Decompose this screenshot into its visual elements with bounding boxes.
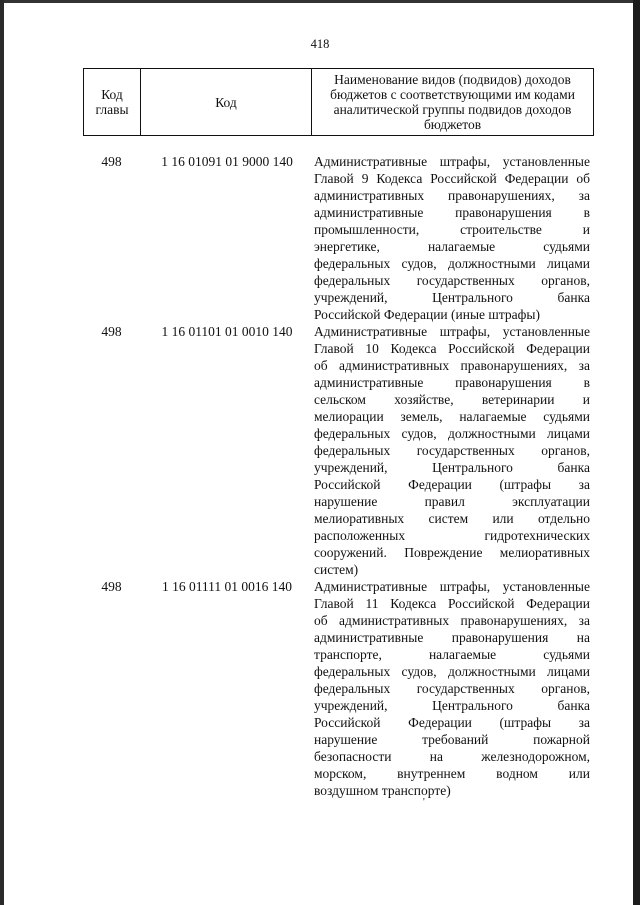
description-line: Административные штрафы, установленные <box>314 579 590 594</box>
row-income-code: 1 16 01091 01 9000 140 <box>161 154 293 169</box>
description-line: сельском хозяйстве, ветеринарии и <box>314 392 590 407</box>
header-kod: Код <box>141 69 312 136</box>
page-edge-right <box>633 0 640 905</box>
page-edge-left <box>0 0 4 905</box>
description-line: административные правонарушения в <box>314 205 590 220</box>
description-line: морском, внутреннем водном или <box>314 766 590 781</box>
description-line: нарушение правил эксплуатации <box>314 494 590 509</box>
description-line: федеральных государственных органов, <box>314 273 590 288</box>
description-line: нарушение требований пожарной <box>314 732 590 747</box>
description-line: мелиорации земель, налагаемые судьями <box>314 409 590 424</box>
description-line: учреждений, Центрального банка <box>314 460 590 475</box>
description-line: мелиоративных систем или отдельно <box>314 511 590 526</box>
row-chapter-code: 498 <box>101 324 122 339</box>
description-line: административные правонарушения в <box>314 375 590 390</box>
row-income-description <box>314 578 590 799</box>
description-line: сооружений. Повреждение мелиоративных <box>314 545 590 560</box>
row-chapter-code: 498 <box>101 154 122 169</box>
description-line: учреждений, Центрального банка <box>314 290 590 305</box>
description-line: воздушном транспорте) <box>314 783 451 798</box>
row-income-code: 1 16 01111 01 0016 140 <box>161 579 293 594</box>
description-line: федеральных судов, должностными лицами <box>314 256 590 271</box>
description-line: федеральных государственных органов, <box>314 443 590 458</box>
header-code-glavy: Код главы <box>84 69 141 136</box>
description-line: расположенных гидротехнических <box>314 528 590 543</box>
page-number: 418 <box>310 37 330 51</box>
description-line: Главой 10 Кодекса Российской Федерации <box>314 341 590 356</box>
description-line: об административных правонарушениях, за <box>314 613 590 628</box>
description-line: Административные штрафы, установленные <box>314 324 590 339</box>
description-line: Российской Федерации (штрафы за <box>314 477 590 492</box>
table-row <box>83 153 593 323</box>
table-body <box>83 153 593 799</box>
description-line: Главой 11 Кодекса Российской Федерации <box>314 596 590 611</box>
header-naimenovanie: Наименование видов (подвидов) доходов бюджетов с соответствующими им кодами аналитической группы подвидов доходов бюджетов <box>312 69 594 136</box>
description-line: Административные штрафы, установленные <box>314 154 590 169</box>
row-income-description <box>314 153 590 323</box>
description-line: об административных правонарушениях, за <box>314 358 590 373</box>
description-line: федеральных судов, должностными лицами <box>314 664 590 679</box>
description-line: транспорте, налагаемые судьями <box>314 647 590 662</box>
description-line: федеральных государственных органов, <box>314 681 590 696</box>
description-line: промышленности, строительстве и <box>314 222 590 237</box>
table-row <box>83 578 593 799</box>
description-line: Российской Федерации (штрафы за <box>314 715 590 730</box>
description-line: безопасности на железнодорожном, <box>314 749 590 764</box>
table-header <box>83 68 594 136</box>
description-line: Российской Федерации (иные штрафы) <box>314 307 540 322</box>
row-income-code: 1 16 01101 01 0010 140 <box>161 324 293 339</box>
description-line: учреждений, Центрального банка <box>314 698 590 713</box>
description-line: энергетике, налагаемые судьями <box>314 239 590 254</box>
description-line: Главой 9 Кодекса Российской Федерации об <box>314 171 590 186</box>
stray-mark: ' <box>423 797 425 808</box>
description-line: административных правонарушениях, за <box>314 188 590 203</box>
page-edge-top <box>0 0 640 3</box>
description-line: федеральных судов, должностными лицами <box>314 426 590 441</box>
row-income-description <box>314 323 590 578</box>
description-line: административные правонарушения на <box>314 630 590 645</box>
table-row <box>83 323 593 578</box>
row-chapter-code: 498 <box>101 579 122 594</box>
description-line: систем) <box>314 562 359 577</box>
